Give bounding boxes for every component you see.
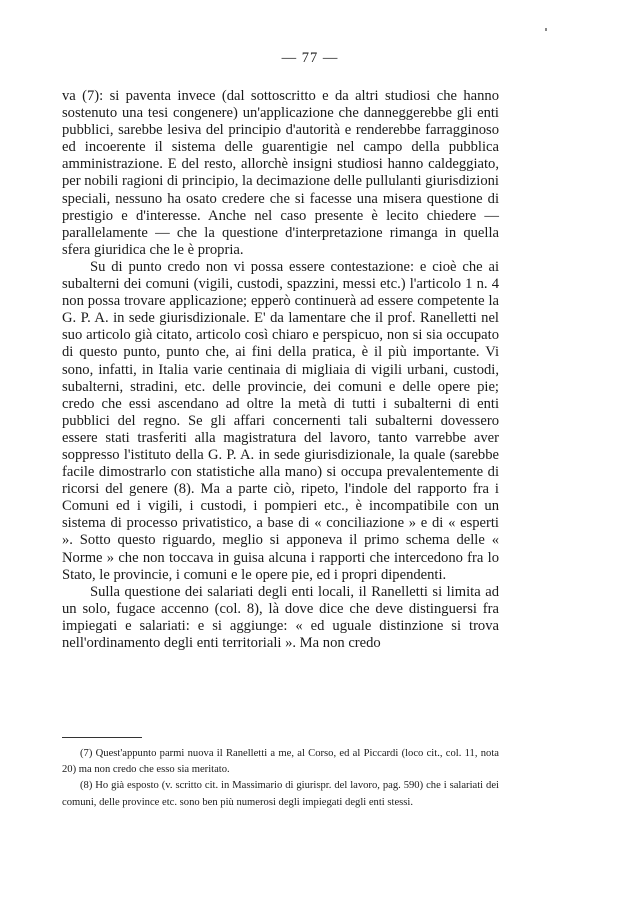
main-text: [62, 88, 499, 652]
paragraph-salariati: Sulla questione dei salariati degli enti locali, il Ranelletti si limita ad un solo, fugace accenno (col. 8), là dove dice che deve distinguersi fra impiegati e salariati: e si aggiunge: « ed uguale distinzione si trova nell'ordinamento degli enti territoriali ». Ma non credo: [62, 583, 499, 651]
footnote-separator: [62, 737, 142, 738]
footnote-7: (7) Quest'appunto parmi nuova il Ranelletti a me, al Corso, ed al Piccardi (loco cit., col. 11, nota 20) ma non credo che esso sia meritato.: [62, 748, 499, 776]
paragraph-continuation: va (7): si paventa invece (dal sottoscritto e da altri studiosi che hanno sostenuto una tesi congenere) un'applicazione che danneggerebbe gli enti pubblici, sarebbe lesiva del principio d'autorità e renderebbe farragginoso ed incoerente il sistema delle guarentigie nel campo della pubblica amministrazione. E del resto, allorchè insigni studiosi hanno caldeggiato, per nobili ragioni di principio, la decimazione delle pullulanti giurisdizioni speciali, nessuno ha osato credere che si facesse una misera questione di prestigio e d'interesse. Anche nel caso presente è lecito chiedere — parallelamente — che la questione d'interpretazione rimanga in quella sfera giuridica che le è propria.: [62, 88, 499, 258]
paragraph-subalterni: Su di punto credo non vi possa essere contestazione: e cioè che ai subalterni dei comuni (vigili, custodi, spazzini, messi etc.) l'articolo 1 n. 4 non possa trovare applicazione; epperò continuerà ad essere competente la G. P. A. in sede giurisdizionale. E' da lamentare che il prof. Ranelletti nel suo articolo già citato, articolo così chiaro e perspicuo, non si sia occupato di questo punto, punto che, ai fini della pratica, è il più importante. Vi sono, infatti, in Italia varie centinaia di migliaia di vigili urbani, custodi, subalterni, stradini, etc. delle provincie, dei comuni e delle opere pie; credo che essi ascendano ad oltre la metà di tutti i subalterni di enti pubblici del regno. Se gli affari concernenti tali subalterni dovessero essere stati trasferiti alla magistratura del lavoro, tanto varrebbe aver soppresso l'istituto della G. P. A. in sede giurisdizionale, la quale (sarebbe facile dimostrarlo con statistiche alla mano) si occupa prevalentemente di ricorsi del genere (8). Ma a parte ciò, ripeto, l'indole del rapporto fra i Comuni ed i vigili, i custodi, i pompieri etc., è incompatibile con un sistema di processo privatistico, a base di « conciliazione » e di « esperti ». Sotto questo riguardo, meglio si apponeva il primo schema delle « Norme » che non toccava in guisa alcuna i rapporti che intercedono fra lo Stato, le provincie, i comuni e le opere pie, ed i propri dipendenti.: [62, 258, 499, 583]
page-number: — 77 —: [281, 50, 339, 66]
scan-speck: [545, 28, 547, 31]
footnote-8: (8) Ho già esposto (v. scritto cit. in Massimario di giurispr. del lavoro, pag. 590) che i salariati dei comuni, delle province etc. sono ben più numerosi degli impiegati degli enti stessi.: [62, 780, 499, 808]
footnotes: [62, 746, 499, 811]
